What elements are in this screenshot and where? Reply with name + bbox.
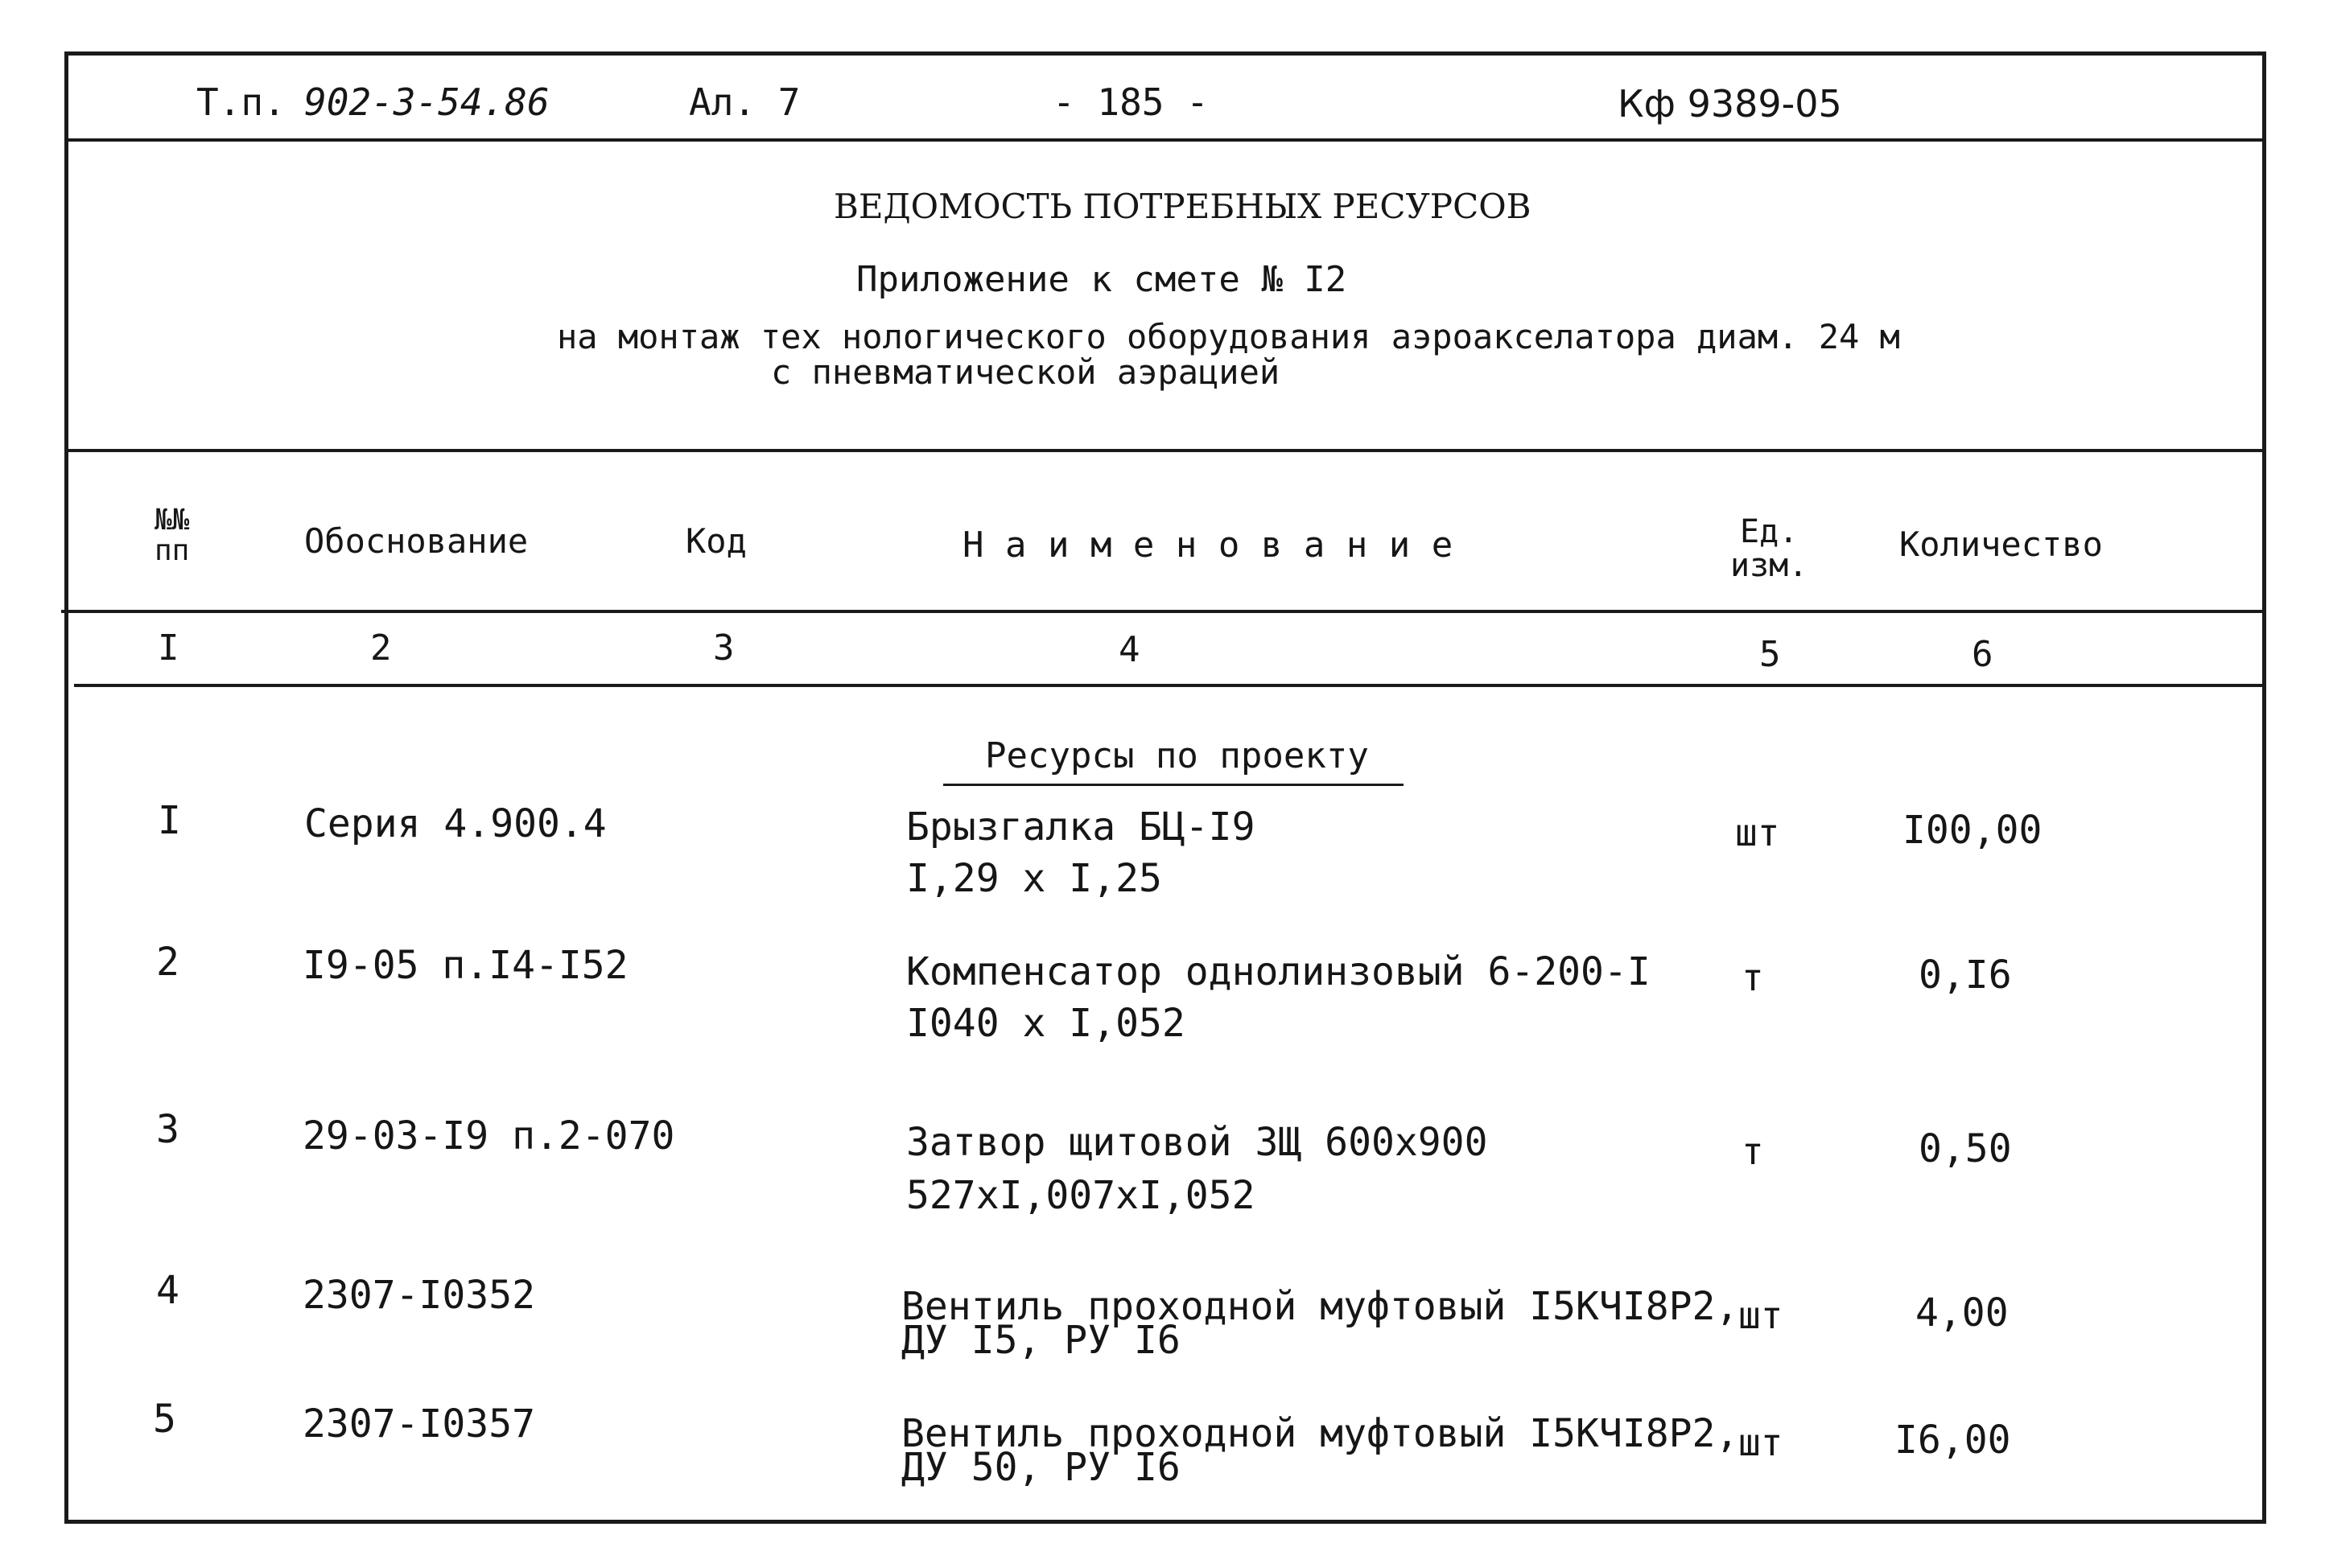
row-1-name-line2: I,29 x I,25	[906, 856, 1162, 901]
col-number-1: I	[158, 628, 179, 669]
row-5-name-line2: ДУ 50, РУ I6	[901, 1445, 1181, 1490]
col-header-number-line1: №№	[155, 504, 190, 537]
row-2-quantity: 0,I6	[1919, 953, 2012, 998]
appendix-label: Приложение к смете № I2	[856, 259, 1347, 300]
row-2-unit: т	[1742, 956, 1764, 999]
document-code: Кф 9389-05	[1618, 82, 1842, 126]
row-3-quantity: 0,50	[1919, 1126, 2012, 1171]
row-2-number: 2	[156, 940, 179, 985]
row-2-name-line2: I040 x I,052	[906, 1001, 1185, 1046]
tp-number: 902-3-54.86	[304, 80, 550, 124]
row-4-basis: 2307-I0352	[303, 1273, 535, 1318]
header-divider	[64, 138, 2266, 142]
row-3-unit: т	[1742, 1130, 1764, 1173]
row-4-number: 4	[156, 1268, 179, 1313]
row-3-name-line2: 527xI,007xI,052	[906, 1173, 1255, 1218]
col-header-unit	[1730, 515, 1808, 582]
column-header-divider	[61, 610, 2266, 613]
row-1-quantity: I00,00	[1902, 808, 2043, 853]
page-number: - 185 -	[1053, 80, 1209, 124]
section-title: Ресурсы по проекту	[985, 735, 1369, 776]
col-number-6: 6	[1972, 634, 1993, 675]
row-5-name-line1: Вентиль проходной муфтовый I5КЧI8Р2,	[901, 1411, 1739, 1456]
title-divider	[64, 449, 2266, 452]
section-title-underline	[943, 784, 1404, 786]
row-1-basis: Серия 4.900.4	[304, 801, 607, 846]
row-4-quantity: 4,00	[1915, 1290, 2009, 1335]
row-5-quantity: I6,00	[1894, 1418, 2011, 1463]
col-header-unit-line2: изм.	[1730, 547, 1808, 584]
document-title: ВЕДОМОСТЬ ПОТРЕБНЫХ РЕСУРСОВ	[834, 187, 1531, 226]
row-3-number: 3	[156, 1107, 179, 1152]
row-1-name-line1: Брызгалка БЦ-I9	[906, 805, 1255, 850]
column-number-divider	[74, 684, 2266, 687]
col-header-number-line2: пп	[155, 533, 190, 567]
row-5-number: 5	[153, 1397, 176, 1442]
row-1-unit: шт	[1735, 811, 1780, 854]
row-2-name-line1: Компенсатор однолинзовый 6-200-I	[906, 949, 1651, 994]
col-number-2: 2	[370, 628, 392, 669]
row-5-basis: 2307-I0357	[303, 1401, 535, 1447]
col-header-unit-line1: Ед.	[1740, 513, 1799, 550]
row-4-unit: шт	[1738, 1294, 1783, 1337]
col-number-5: 5	[1759, 634, 1781, 675]
row-5-unit: шт	[1738, 1421, 1783, 1464]
row-3-name-line1: Затвор щитовой ЗЩ 600x900	[906, 1120, 1488, 1165]
row-4-name-line2: ДУ I5, РУ I6	[901, 1318, 1181, 1363]
col-header-basis: Обоснование	[304, 521, 529, 561]
tp-label: Т.п.	[196, 80, 286, 124]
col-header-number	[155, 505, 189, 566]
row-4-name-line1: Вентиль проходной муфтовый I5КЧI8Р2,	[901, 1284, 1739, 1329]
col-header-name: Н а и м е н о в а н и е	[963, 525, 1453, 566]
col-number-4: 4	[1119, 629, 1140, 670]
description-line-1: на монтаж тех нологического оборудования аэроакселатора диам. 24 м	[557, 317, 1900, 356]
col-header-code: Код	[686, 521, 747, 561]
description-line-2: с пневматической аэрацией	[771, 352, 1280, 392]
sheet-number: Ал. 7	[689, 80, 801, 124]
row-1-number: I	[158, 798, 181, 843]
row-2-basis: I9-05 п.I4-I52	[303, 943, 629, 988]
col-header-quantity: Количество	[1899, 525, 2103, 564]
row-3-basis: 29-03-I9 п.2-070	[303, 1113, 675, 1159]
col-number-3: 3	[713, 628, 735, 669]
